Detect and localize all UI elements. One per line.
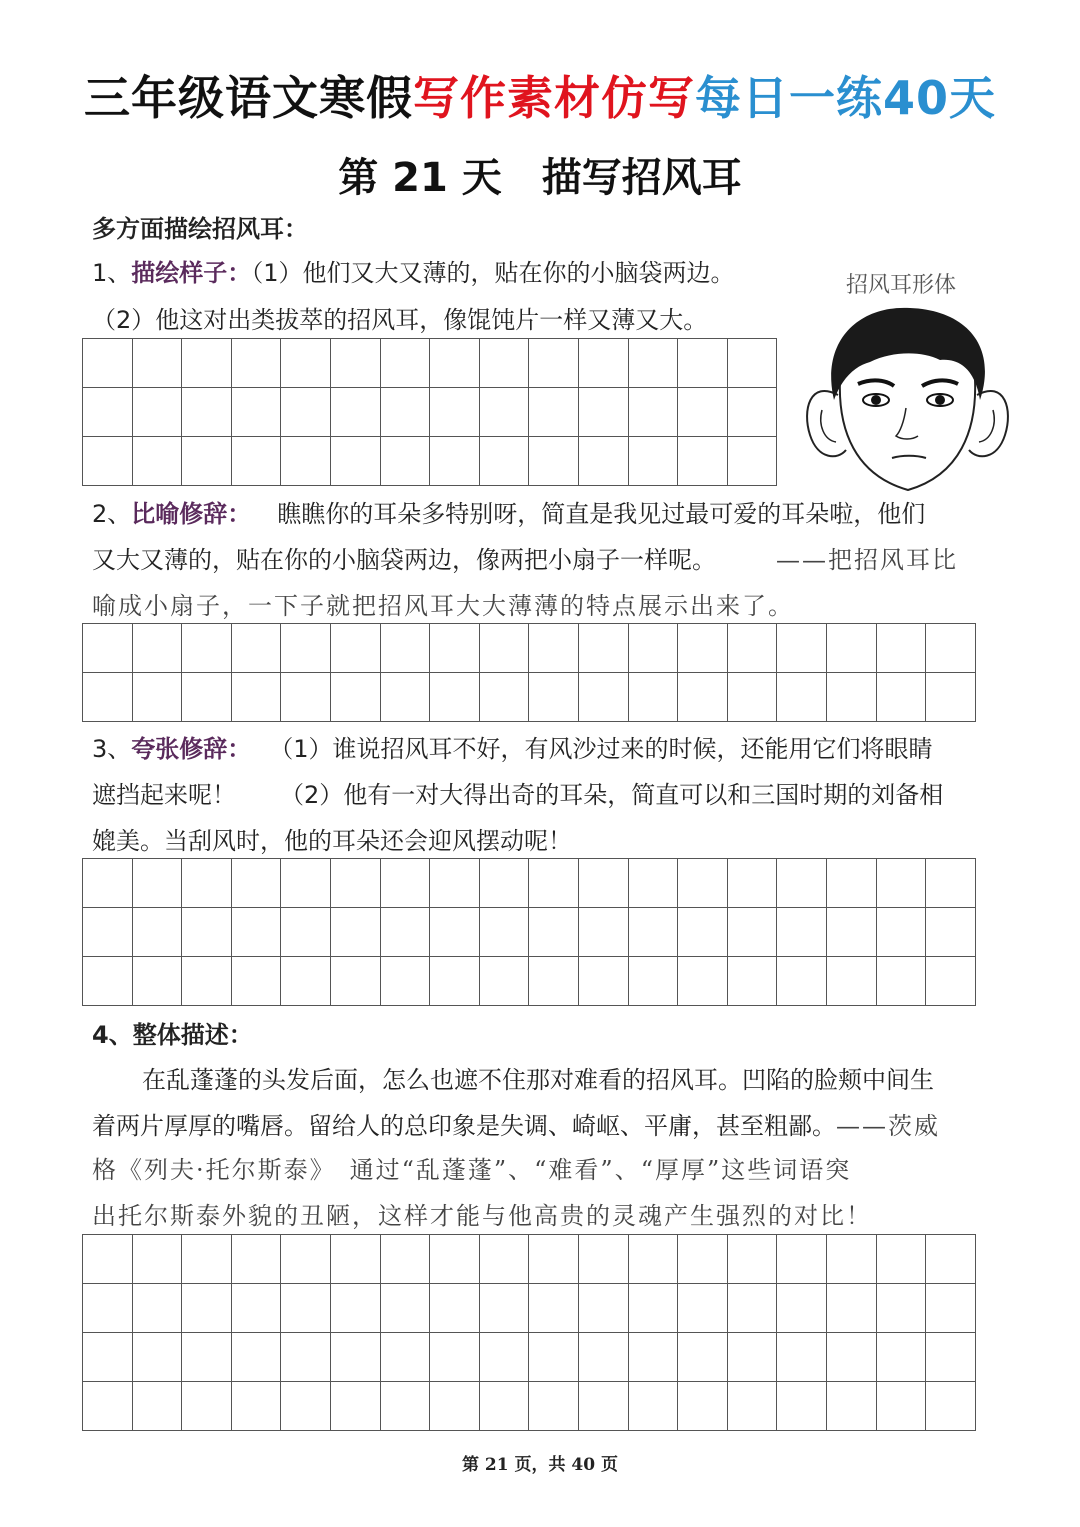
grid-cell[interactable] [83,1235,133,1284]
grid-cell[interactable] [83,339,133,388]
grid-cell[interactable] [83,1382,133,1431]
grid-cell[interactable] [83,1333,133,1382]
section3-heading: 夸张修辞： [131,735,252,763]
grid-cell[interactable] [83,388,133,437]
grid-cell[interactable] [579,1235,629,1284]
grid-cell[interactable] [529,437,579,486]
grid-cell[interactable] [926,1235,976,1284]
grid-cell[interactable] [381,957,431,1006]
grid-cell[interactable] [629,1333,679,1382]
grid-cell[interactable] [232,1333,282,1382]
grid-cell[interactable] [877,1235,927,1284]
grid-cell[interactable] [777,957,827,1006]
grid-cell[interactable] [182,624,232,673]
image-caption: 招风耳形体 [846,273,957,298]
grid-cell[interactable] [579,388,629,437]
section1-text2: （2）他这对出类拔萃的招风耳，像馄饨片一样又薄又大。 [92,306,708,334]
grid-cell[interactable] [281,437,331,486]
grid-cell[interactable] [133,1382,183,1431]
grid-cell[interactable] [480,908,530,957]
grid-cell[interactable] [331,1333,381,1382]
grid-cell[interactable] [182,1284,232,1333]
section2-text-line2: 又大又薄的，贴在你的小脑袋两边，像两把小扇子一样呢。 [92,546,716,574]
grid-cell[interactable] [182,859,232,908]
grid-cell[interactable] [529,1235,579,1284]
grid-cell[interactable] [331,859,381,908]
grid-cell[interactable] [182,908,232,957]
grid-cell[interactable] [182,957,232,1006]
grid-cell[interactable] [232,673,282,722]
grid-cell[interactable] [83,624,133,673]
grid-cell[interactable] [133,624,183,673]
grid-cell[interactable] [678,673,728,722]
grid-cell[interactable] [926,1333,976,1382]
grid-cell[interactable] [430,437,480,486]
grid-cell[interactable] [827,859,877,908]
grid-cell[interactable] [877,1284,927,1333]
grid-cell[interactable] [629,908,679,957]
grid-cell[interactable] [579,673,629,722]
grid-cell[interactable] [877,1382,927,1431]
grid-cell[interactable] [381,1333,431,1382]
grid-cell[interactable] [281,859,331,908]
grid-cell[interactable] [182,339,232,388]
grid-cell[interactable] [331,908,381,957]
section2-text-line1: 瞧瞧你的耳朵多特别呀，简直是我见过最可爱的耳朵啦，他们 [277,500,926,528]
grid-cell[interactable] [182,1382,232,1431]
grid-cell[interactable] [629,1284,679,1333]
grid-cell[interactable] [430,1284,480,1333]
grid-cell[interactable] [331,437,381,486]
grid-cell[interactable] [480,673,530,722]
grid-cell[interactable] [827,673,877,722]
grid-cell[interactable] [480,1235,530,1284]
grid-cell[interactable] [331,673,381,722]
grid-cell[interactable] [133,859,183,908]
grid-cell[interactable] [232,908,282,957]
section1-heading: 描绘样子： [131,259,252,287]
grid-cell[interactable] [133,908,183,957]
grid-cell[interactable] [281,1382,331,1431]
grid-cell[interactable] [381,1382,431,1431]
grid-cell[interactable] [381,859,431,908]
grid-cell[interactable] [579,1284,629,1333]
grid-cell[interactable] [480,859,530,908]
grid-cell[interactable] [430,624,480,673]
grid-cell[interactable] [133,957,183,1006]
grid-cell[interactable] [381,1235,431,1284]
grid-cell[interactable] [480,388,530,437]
grid-cell[interactable] [529,1333,579,1382]
grid-cell[interactable] [232,1382,282,1431]
grid-cell[interactable] [430,339,480,388]
page-subtitle [0,146,1080,203]
grid-cell[interactable] [133,1284,183,1333]
grid-cell[interactable] [827,908,877,957]
grid-cell[interactable] [728,1235,778,1284]
grid-cell[interactable] [529,957,579,1006]
grid-cell[interactable] [877,624,927,673]
title-part-grade: 三年级语文寒假 [83,71,413,125]
intro-heading: 多方面描绘招风耳： [92,215,308,243]
grid-cell[interactable] [629,673,679,722]
title-part-daily: 每日一练40天 [694,71,996,125]
grid-cell[interactable] [480,1333,530,1382]
section4-text-line1: 在乱蓬蓬的头发后面，怎么也遮不住那对难看的招风耳。凹陷的脸颊中间生 [142,1066,934,1094]
section4-heading: 4、整体描述： [92,1021,253,1049]
grid-cell[interactable] [877,957,927,1006]
grid-cell[interactable] [728,1382,778,1431]
grid-cell[interactable] [877,673,927,722]
grid-cell[interactable] [728,624,778,673]
grid-cell[interactable] [281,1284,331,1333]
grid-cell[interactable] [728,859,778,908]
grid-cell[interactable] [430,1333,480,1382]
grid-cell[interactable] [728,957,778,1006]
grid-cell[interactable] [430,1235,480,1284]
grid-cell[interactable] [529,624,579,673]
grid-cell[interactable] [678,957,728,1006]
grid-cell[interactable] [430,957,480,1006]
grid-cell[interactable] [529,388,579,437]
section2-number: 2、 [92,500,132,528]
grid-cell[interactable] [83,1284,133,1333]
grid-cell[interactable] [926,957,976,1006]
grid-cell[interactable] [678,859,728,908]
section4-line2 [92,1103,940,1149]
grid-cell[interactable] [83,908,133,957]
grid-cell[interactable] [629,1235,679,1284]
grid-cell[interactable] [232,339,282,388]
grid-cell[interactable] [926,1382,976,1431]
grid-cell[interactable] [331,957,381,1006]
grid-cell[interactable] [579,624,629,673]
grid-cell[interactable] [926,1284,976,1333]
grid-cell[interactable] [728,1284,778,1333]
grid-cell[interactable] [480,1284,530,1333]
grid-cell[interactable] [133,339,183,388]
topic-label: 描写招风耳 [541,155,742,201]
grid-cell[interactable] [877,1333,927,1382]
section2-note-b: 喻成小扇子，一下子就把招风耳大大薄薄的特点展示出来了。 [92,592,794,620]
grid-cell[interactable] [678,1333,728,1382]
grid-cell[interactable] [430,673,480,722]
grid-cell[interactable] [777,1235,827,1284]
grid-cell[interactable] [926,673,976,722]
grid-cell[interactable] [678,1235,728,1284]
grid-cell[interactable] [281,388,331,437]
grid-cell[interactable] [629,339,679,388]
grid-cell[interactable] [728,1333,778,1382]
grid-cell[interactable] [182,1235,232,1284]
grid-cell[interactable] [232,957,282,1006]
grid-cell[interactable] [182,673,232,722]
grid-cell[interactable] [381,388,431,437]
grid-cell[interactable] [529,673,579,722]
grid-cell[interactable] [381,908,431,957]
grid-cell[interactable] [777,859,827,908]
grid-cell[interactable] [430,1382,480,1431]
grid-cell[interactable] [281,1235,331,1284]
grid-cell[interactable] [579,339,629,388]
grid-cell[interactable] [232,1284,282,1333]
section4-text-line2: 着两片厚厚的嘴唇。留给人的总印象是失调、崎岖、平庸，甚至粗鄙。 [92,1112,836,1140]
section4-note-b: 格《列夫·托尔斯泰》 通过“乱蓬蓬”、“难看”、“厚厚”这些词语突 [92,1156,852,1184]
grid-cell[interactable] [133,388,183,437]
section3-line2 [92,772,943,818]
writing-grid-3[interactable] [82,858,976,1006]
grid-cell[interactable] [728,437,778,486]
grid-cell[interactable] [480,624,530,673]
section4-note-c: 出托尔斯泰外貌的丑陋，这样才能与他高贵的灵魂产生强烈的对比！ [92,1202,872,1230]
grid-cell[interactable] [281,908,331,957]
grid-cell[interactable] [480,437,530,486]
section1-number: 1、 [92,259,132,287]
grid-cell[interactable] [281,1333,331,1382]
section2-heading: 比喻修辞： [131,500,252,528]
grid-cell[interactable] [827,1284,877,1333]
page-footer: 第 21 页，共 40 页 [462,1455,618,1475]
grid-cell[interactable] [579,859,629,908]
grid-cell[interactable] [728,908,778,957]
grid-cell[interactable] [629,437,679,486]
grid-cell[interactable] [678,437,728,486]
grid-cell[interactable] [678,1284,728,1333]
grid-cell[interactable] [579,957,629,1006]
section2-line2 [92,537,958,583]
grid-cell[interactable] [480,1382,530,1431]
grid-cell[interactable] [232,388,282,437]
grid-cell[interactable] [678,339,728,388]
grid-cell[interactable] [331,339,381,388]
grid-cell[interactable] [579,1382,629,1431]
grid-cell[interactable] [926,624,976,673]
section1-line1 [92,250,735,296]
grid-cell[interactable] [529,1382,579,1431]
grid-cell[interactable] [579,1333,629,1382]
section3-text-line2a: 遮挡起来呢！ [92,781,236,809]
section3-number: 3、 [92,735,132,763]
face-illustration [800,300,1015,495]
grid-cell[interactable] [133,1235,183,1284]
grid-cell[interactable] [777,1284,827,1333]
grid-cell[interactable] [629,859,679,908]
section3-text-line2b: （2）他有一对大得出奇的耳朵，简直可以和三国时期的刘备相 [280,781,944,809]
grid-cell[interactable] [381,1284,431,1333]
grid-cell[interactable] [529,1284,579,1333]
grid-cell[interactable] [381,624,431,673]
day-label: 第 21 天 [338,155,502,201]
grid-cell[interactable] [281,673,331,722]
grid-cell[interactable] [629,624,679,673]
writing-grid-1[interactable] [82,338,777,486]
grid-cell[interactable] [232,859,282,908]
grid-cell[interactable] [83,859,133,908]
page-title [0,62,1080,128]
grid-cell[interactable] [877,859,927,908]
grid-cell[interactable] [133,1333,183,1382]
grid-cell[interactable] [480,339,530,388]
grid-cell[interactable] [182,388,232,437]
grid-cell[interactable] [579,908,629,957]
grid-cell[interactable] [579,437,629,486]
grid-cell[interactable] [381,437,431,486]
section3-line1 [92,726,933,772]
grid-cell[interactable] [232,1235,282,1284]
grid-cell[interactable] [480,957,530,1006]
grid-cell[interactable] [678,624,728,673]
grid-cell[interactable] [926,859,976,908]
grid-cell[interactable] [777,1333,827,1382]
grid-cell[interactable] [827,1333,877,1382]
writing-grid-4[interactable] [82,1234,976,1431]
grid-cell[interactable] [777,908,827,957]
section3-text-line1: （1）谁说招风耳不好，有风沙过来的时候，还能用它们将眼睛 [269,735,933,763]
grid-cell[interactable] [926,908,976,957]
grid-cell[interactable] [331,624,381,673]
grid-cell[interactable] [281,339,331,388]
grid-cell[interactable] [728,339,778,388]
grid-cell[interactable] [529,339,579,388]
title-part-writing: 写作素材仿写 [412,71,695,125]
section3-text-line3: 媲美。当刮风时，他的耳朵还会迎风摆动呢！ [92,827,572,855]
grid-cell[interactable] [827,957,877,1006]
grid-cell[interactable] [281,957,331,1006]
grid-cell[interactable] [629,957,679,1006]
grid-cell[interactable] [331,1284,381,1333]
grid-cell[interactable] [827,1382,877,1431]
grid-cell[interactable] [182,437,232,486]
section1-text1: （1）他们又大又薄的，贴在你的小脑袋两边。 [251,259,735,287]
grid-cell[interactable] [133,673,183,722]
grid-cell[interactable] [281,624,331,673]
grid-cell[interactable] [728,673,778,722]
grid-cell[interactable] [529,908,579,957]
grid-cell[interactable] [83,437,133,486]
grid-cell[interactable] [232,624,282,673]
section2-line1 [92,491,925,537]
grid-cell[interactable] [529,859,579,908]
grid-cell[interactable] [430,388,480,437]
grid-cell[interactable] [83,673,133,722]
grid-cell[interactable] [678,388,728,437]
grid-cell[interactable] [331,1235,381,1284]
grid-cell[interactable] [629,1382,679,1431]
grid-cell[interactable] [83,957,133,1006]
grid-cell[interactable] [629,388,679,437]
grid-cell[interactable] [331,388,381,437]
grid-cell[interactable] [430,908,480,957]
grid-cell[interactable] [182,1333,232,1382]
grid-cell[interactable] [678,1382,728,1431]
grid-cell[interactable] [331,1382,381,1431]
grid-cell[interactable] [827,624,877,673]
grid-cell[interactable] [777,624,827,673]
section4-note-a: ——茨威 [836,1112,940,1140]
grid-cell[interactable] [381,339,431,388]
grid-cell[interactable] [381,673,431,722]
grid-cell[interactable] [827,1235,877,1284]
grid-cell[interactable] [777,673,827,722]
section2-note-a: ——把招风耳比 [776,546,958,574]
grid-cell[interactable] [430,859,480,908]
grid-cell[interactable] [728,388,778,437]
grid-cell[interactable] [678,908,728,957]
writing-grid-2[interactable] [82,623,976,722]
grid-cell[interactable] [232,437,282,486]
grid-cell[interactable] [877,908,927,957]
grid-cell[interactable] [133,437,183,486]
grid-cell[interactable] [777,1382,827,1431]
